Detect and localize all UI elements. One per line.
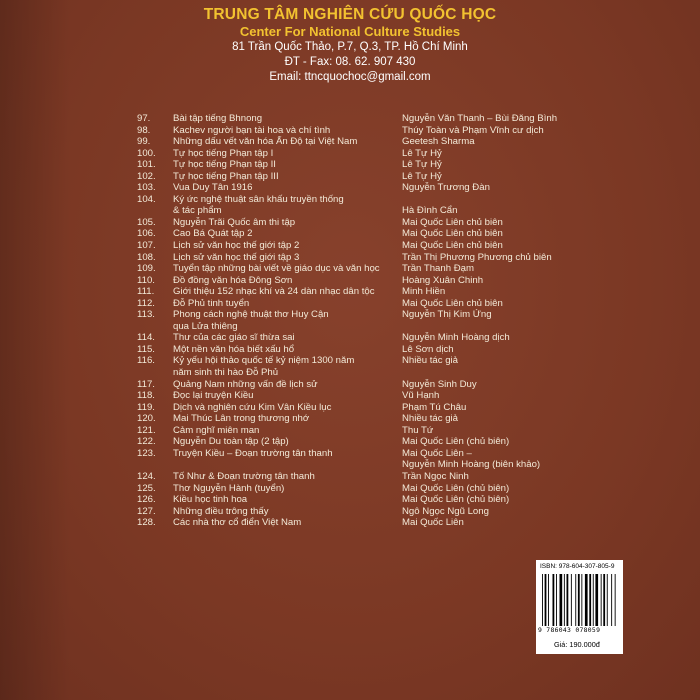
book-author [402,298,597,310]
book-list-row [0,159,700,171]
book-title [173,517,388,529]
book-title [173,436,388,448]
book-title-line: Tự học tiếng Phạn tập III [173,170,279,182]
book-author-line: Mai Quốc Liên chủ biên [402,240,503,252]
book-title-line: Một nền văn hóa biết xấu hổ [173,343,295,355]
book-author-line: Thúy Toàn và Phạm Vĩnh cư dịch [402,124,544,136]
book-title-line: Thư của các giáo sĩ thừa sai [173,332,295,344]
book-number: 112. [137,297,155,309]
book-title-line: Cao Bá Quát tập 2 [173,228,253,240]
book-number: 114. [137,332,155,344]
book-author-line: Trần Thị Phương Phương chủ biên [402,251,552,263]
book-title [173,355,388,378]
book-title [173,252,388,264]
book-author [402,159,597,171]
barcode-label [536,560,623,654]
book-author-line: Phạm Tú Châu [402,401,467,413]
book-number: 102. [137,170,156,182]
book-title-line: Vua Duy Tân 1916 [173,182,253,194]
book-list-row [0,217,700,229]
book-title-line: Những dấu vết văn hóa Ấn Độ tại Việt Nam [173,136,358,148]
book-author [402,425,597,437]
book-title-line: Truyện Kiều – Đoạn trường tân thanh [173,447,333,459]
book-author [402,517,597,529]
book-author-line: Mai Quốc Liên – [402,447,472,459]
book-list-row [0,263,700,275]
book-title [173,344,388,356]
book-number: 125. [137,482,156,494]
book-author [402,379,597,391]
book-list-row [0,355,700,378]
book-title-line: Tố Như & Đoạn trường tân thanh [173,470,315,482]
book-author [402,194,597,217]
book-author [402,390,597,402]
book-list-row [0,506,700,518]
book-title-line: Các nhà thơ cổ điển Việt Nam [173,517,302,529]
book-author-line: Nguyễn Sinh Duy [402,378,477,390]
book-title [173,448,388,471]
book-number: 101. [137,159,156,171]
book-author-line: Geetesh Sharma [402,136,475,148]
book-author [402,309,597,332]
book-title-line: Dịch và nghiên cứu Kim Vân Kiều lục [173,401,332,413]
book-author [402,402,597,414]
book-title-line: Mai Thúc Lân trong thương nhớ [173,413,310,425]
book-author-line: Nhiều tác giả [402,355,458,367]
book-list-row [0,148,700,160]
book-number: 98. [137,124,151,136]
book-title-line: Quảng Nam những vấn đề lịch sử [173,378,318,390]
book-number: 115. [137,343,155,355]
publisher-phone: ĐT - Fax: 08. 62. 907 430 [284,56,416,68]
book-author-line: Mai Quốc Liên (chủ biên) [402,436,510,448]
book-title [173,332,388,344]
book-title-line: Thơ Nguyễn Hành (tuyển) [173,482,285,494]
book-list-row [0,517,700,529]
book-author-line: Mai Quốc Liên chủ biên [402,297,503,309]
publisher-name: TRUNG TÂM NGHIÊN CỨU QUỐC HỌC [203,6,497,23]
book-author-line: Lê Tự Hỷ [402,170,442,182]
publisher-address: 81 Trần Quốc Thảo, P.7, Q.3, TP. Hồ Chí Minh [232,41,468,53]
book-title [173,471,388,483]
book-list-row [0,228,700,240]
book-list-row [0,402,700,414]
book-title-line: Tự học tiếng Phạn tập II [173,159,276,171]
book-author [402,332,597,344]
book-list-row [0,240,700,252]
book-list-row [0,413,700,425]
book-author [402,125,597,137]
book-title [173,194,388,217]
book-author [402,263,597,275]
barcode-number: 9 786043 078059 [538,626,601,634]
book-list-row [0,344,700,356]
book-title [173,483,388,495]
book-title [173,425,388,437]
book-author-line: Lê Sơn dịch [402,343,454,355]
book-author-line: Mai Quốc Liên chủ biên [402,216,503,228]
book-author [402,483,597,495]
book-title [173,148,388,160]
book-number: 103. [137,182,156,194]
book-author-line [402,194,597,206]
book-author [402,113,597,125]
book-author-line: Minh Hiền [402,286,446,298]
book-author-line [402,367,597,379]
book-author-line: Trần Thanh Đạm [402,263,474,275]
book-title [173,298,388,310]
book-title-line: Đọc lại truyện Kiều [173,390,254,402]
book-list-row [0,275,700,287]
book-title-line: Lịch sử văn học thế giới tập 3 [173,251,300,263]
book-title-line: Bài tập tiếng Bhnong [173,113,263,124]
book-number: 116. [137,355,155,367]
book-author [402,275,597,287]
publisher-english-name: Center For National Culture Studies [239,24,461,39]
book-title [173,379,388,391]
book-author-line: Mai Quốc Liên (chủ biên) [402,494,510,506]
book-title-line: Ký ức nghệ thuật sân khấu truyền thống [173,193,344,205]
book-list-row [0,182,700,194]
book-list-row [0,390,700,402]
book-author-line: Mai Quốc Liên chủ biên [402,228,503,240]
book-list-row [0,113,700,125]
book-list-row [0,471,700,483]
book-title-line: Đồ đồng văn hóa Đông Sơn [173,274,293,286]
price-text: Giá: 190.000đ [554,640,600,649]
book-title [173,390,388,402]
book-author [402,448,597,471]
book-number: 126. [137,494,156,506]
book-author [402,436,597,448]
book-title-line: Đỗ Phủ tinh tuyển [173,297,250,309]
book-number: 107. [137,240,156,252]
book-list-row [0,483,700,495]
book-title-line: Kachev người bạn tài hoa và chí tình [173,124,331,136]
book-number: 110. [137,274,155,286]
book-number: 105. [137,216,156,228]
book-title-line: Nguyễn Du toàn tập (2 tập) [173,436,289,448]
book-title-line: Lịch sử văn học thế giới tập 2 [173,240,300,252]
book-author-line: Trần Ngọc Ninh [402,470,469,482]
book-author-line: Lê Tự Hỷ [402,159,442,171]
book-title [173,228,388,240]
book-title-line: Giới thiệu 152 nhạc khí và 24 dàn nhạc dân tộc [173,286,375,298]
book-title [173,286,388,298]
book-author-line: Hoàng Xuân Chinh [402,274,484,286]
book-author-line: Vũ Hạnh [402,390,440,402]
book-title-line: Cảm nghĩ miên man [173,424,260,436]
book-author-line: Nguyễn Minh Hoàng dịch [402,332,510,344]
book-author-line: Nguyễn Văn Thanh – Bùi Đăng Bình [402,113,558,124]
book-title-line: Kỷ yếu hội thảo quốc tế kỷ niệm 1300 năm [173,355,355,367]
publisher-email: Email: ttncquochoc@gmail.com [269,71,431,83]
book-title [173,159,388,171]
barcode-icon [542,574,617,626]
book-title-line: Kiều học tinh hoa [173,494,248,506]
book-number: 128. [137,517,156,529]
book-author [402,240,597,252]
book-author [402,286,597,298]
book-number: 124. [137,470,156,482]
book-title [173,506,388,518]
book-author [402,252,597,264]
book-number: 106. [137,228,156,240]
book-number: 100. [137,147,156,159]
book-list-row [0,136,700,148]
book-number: 123. [137,447,156,459]
book-list-row [0,171,700,183]
book-author-line: Nguyễn Trương Đàn [402,182,490,194]
book-title [173,182,388,194]
book-number: 121. [137,424,156,436]
book-number: 109. [137,263,156,275]
book-author [402,171,597,183]
book-title-line: Tự học tiếng Phạn tập I [173,147,274,159]
book-list-row [0,425,700,437]
book-author [402,355,597,378]
book-number: 120. [137,413,156,425]
isbn-text: ISBN: 978-604-307-805-9 [540,563,615,570]
book-list-row [0,436,700,448]
book-author [402,506,597,518]
book-number: 117. [137,378,155,390]
book-list-row [0,194,700,217]
book-title [173,402,388,414]
book-list-row [0,494,700,506]
book-number: 104. [137,193,156,205]
book-title-line [173,459,388,471]
book-list-row [0,332,700,344]
book-number: 111. [137,286,155,298]
book-author-line: Hà Đình Cẩn [402,205,458,217]
book-number: 118. [137,390,155,402]
book-author [402,217,597,229]
book-title-line: qua Lửa thiêng [173,320,238,332]
book-number: 122. [137,436,156,448]
book-title [173,494,388,506]
book-author-line: Nguyễn Thị Kim Ửng [402,309,492,321]
book-author-line: Mai Quốc Liên [402,517,464,529]
book-title [173,171,388,183]
book-title [173,309,388,332]
book-author [402,413,597,425]
book-list-row [0,125,700,137]
book-author-line: Lê Tự Hỷ [402,147,442,159]
book-author [402,136,597,148]
book-list-row [0,286,700,298]
book-title-line: & tác phẩm [173,205,222,217]
book-title [173,263,388,275]
book-list [0,113,700,529]
book-list-row [0,309,700,332]
book-author-line: Mai Quốc Liên (chủ biên) [402,482,510,494]
book-title [173,136,388,148]
book-title [173,113,388,125]
book-title [173,240,388,252]
book-number: 99. [137,136,151,148]
book-title [173,413,388,425]
book-list-row [0,298,700,310]
book-list-row [0,379,700,391]
book-author [402,182,597,194]
book-number: 108. [137,251,156,263]
book-title-line: năm sinh thi hào Đỗ Phủ [173,367,279,379]
book-title-line: Những điều trông thấy [173,505,269,517]
publisher-header [0,5,700,85]
book-author-line: Thu Tứ [402,424,434,436]
book-title [173,275,388,287]
book-number: 127. [137,505,156,517]
book-title [173,125,388,137]
book-author-line [402,321,597,333]
book-title-line: Nguyễn Trãi Quốc âm thi tập [173,216,296,228]
book-list-row [0,448,700,471]
book-author-line: Nhiều tác giả [402,413,458,425]
book-number: 113. [137,309,155,321]
book-title-line: Phong cách nghệ thuật thơ Huy Cận [173,309,329,321]
book-title-line: Tuyển tập những bài viết về giáo dục và văn học [173,263,380,275]
book-list-row [0,252,700,264]
book-author [402,344,597,356]
book-number: 97. [137,113,151,124]
book-author-line: Nguyễn Minh Hoàng (biên khảo) [402,459,541,471]
book-author-line: Ngô Ngọc Ngũ Long [402,505,489,517]
book-title [173,217,388,229]
book-author [402,494,597,506]
book-author [402,228,597,240]
book-number: 119. [137,401,155,413]
book-author [402,148,597,160]
book-author [402,471,597,483]
